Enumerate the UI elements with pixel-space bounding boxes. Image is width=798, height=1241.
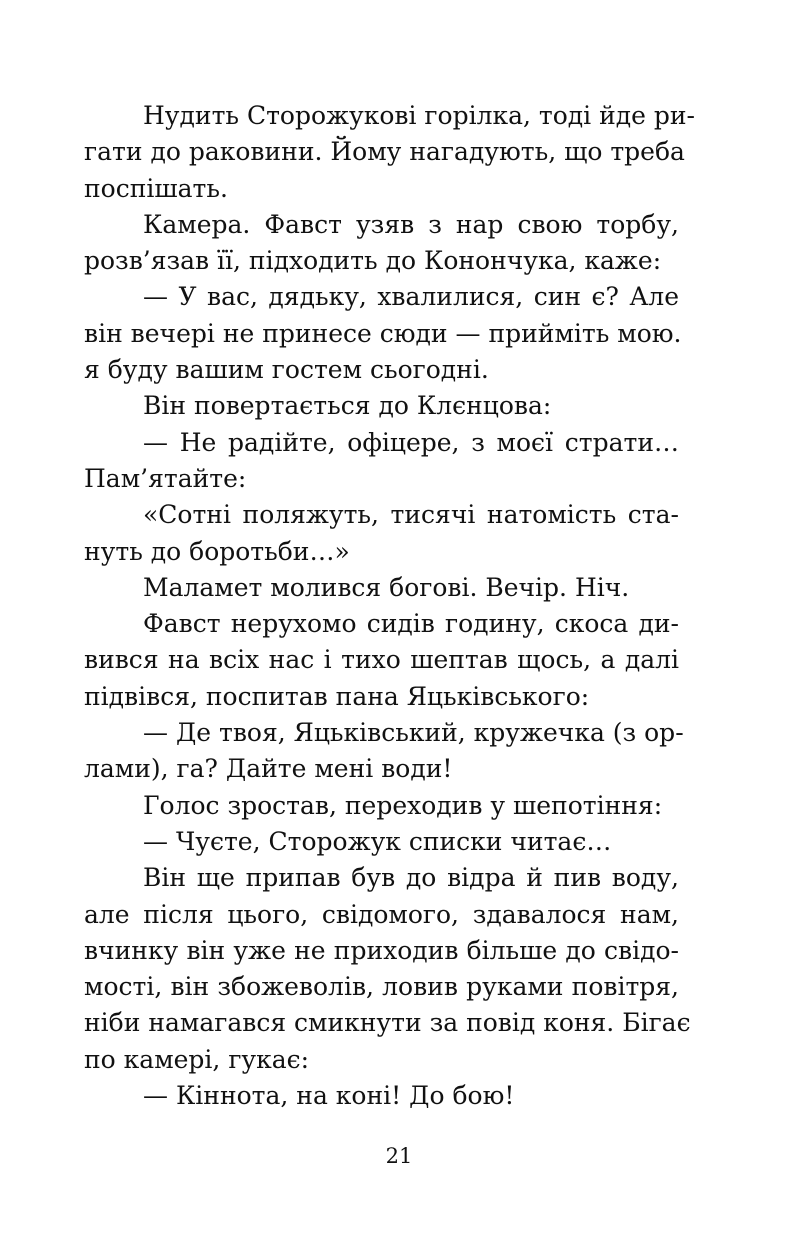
text-line: Він повертається до Клєнцова:	[143, 391, 552, 421]
text-line: по камері, гукає:	[84, 1044, 310, 1074]
text-line: — Чуєте, Сторожук списки читає…	[143, 826, 612, 856]
text-line: Нудить Сторожукові горілка, тоді йде ри-	[143, 101, 696, 130]
text-line: він вечері не принесе сюди — прийміть мою.	[84, 318, 682, 348]
text-line: Пам’ятайте:	[84, 463, 247, 493]
text-line: ніби намагався смикнути за повід коня. Бігає	[84, 1008, 691, 1038]
text-line: вчинку він уже не приходив більше до свідо-	[84, 935, 679, 965]
text-line: поспішать.	[84, 173, 228, 203]
text-line: вився на всіх нас і тихо шептав щось, а далі	[84, 645, 679, 675]
text-line: Камера. Фавст узяв з нар свою торбу,	[143, 209, 679, 239]
text-line: лами), га? Дайте мені води!	[84, 754, 453, 784]
text-line: Фавст нерухомо сидів годину, скоса ди-	[143, 609, 679, 639]
text-line: я буду вашим гостем сьогодні.	[84, 355, 489, 385]
text-line: — Кіннота, на коні! До бою!	[143, 1081, 515, 1111]
text-line: розв’язав її, підходить до Конончука, каже:	[84, 246, 662, 276]
text-line: — У вас, дядьку, хвалилися, син є? Але	[143, 282, 679, 312]
text-line: мості, він збожеволів, ловив руками повітря,	[84, 972, 679, 1002]
text-line: — Не радійте, офіцере, з моєї страти…	[143, 427, 679, 457]
page-number: 21	[385, 1144, 413, 1168]
text-line: але після цього, свідомого, здавалося нам,	[84, 899, 679, 929]
text-line: Маламет молився богові. Вечір. Ніч.	[143, 572, 630, 602]
text-line: «Сотні поляжуть, тисячі натомість ста-	[143, 500, 679, 530]
text-line: Голос зростав, переходив у шепотіння:	[143, 790, 663, 820]
text-line: Він ще припав був до відра й пив воду,	[143, 863, 679, 893]
text-line: підвівся, поспитав пана Яцьківського:	[84, 681, 590, 711]
text-line: нуть до боротьби…»	[84, 536, 350, 566]
text-line: гати до раковини. Йому нагадують, що треба	[84, 137, 685, 167]
page-text	[84, 98, 696, 1114]
text-line: — Де твоя, Яцьківський, кружечка (з ор-	[143, 718, 684, 748]
